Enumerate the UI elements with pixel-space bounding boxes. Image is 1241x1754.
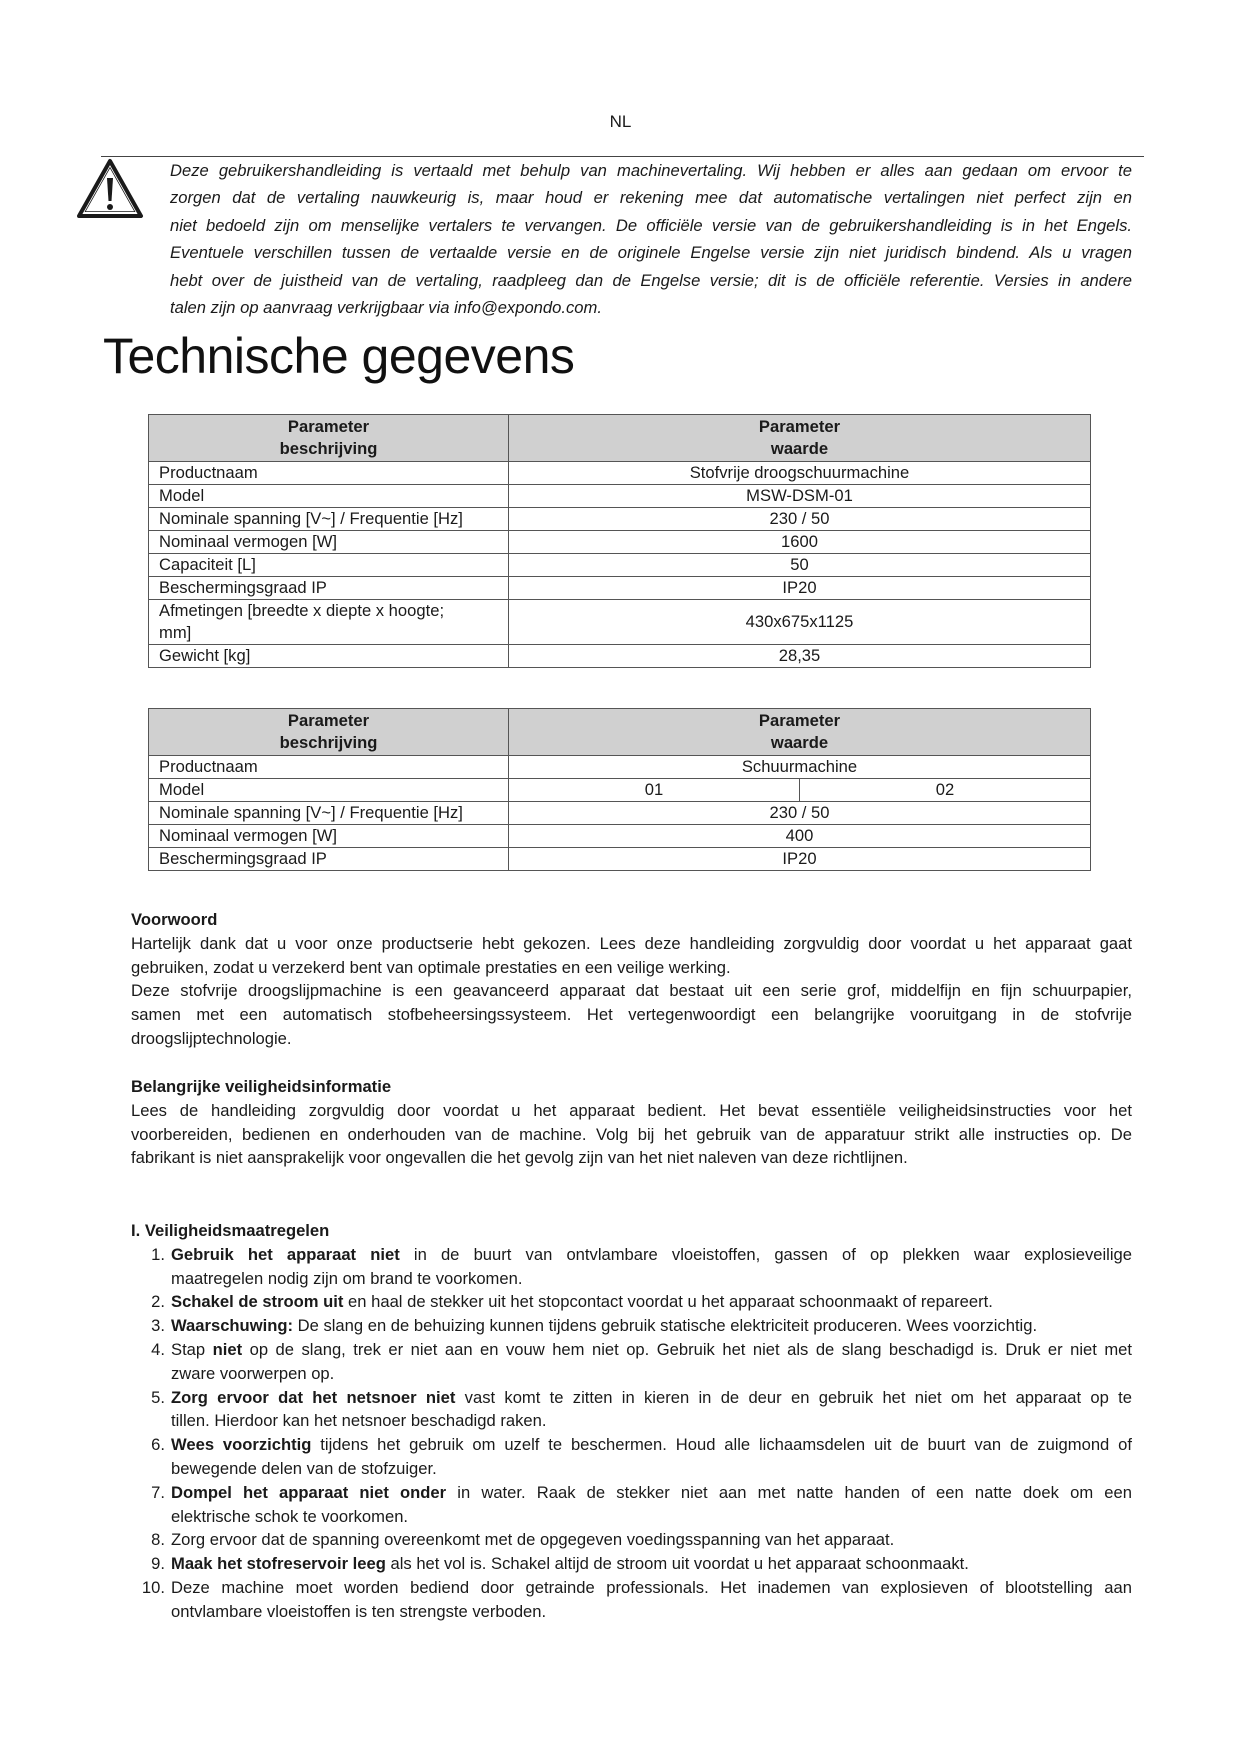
paragraph-line: Deze stofvrije droogslijpmachine is een geavanceerd apparaat dat bestaat uit een serie grof, middelfijn en fijn schuurpapier, <box>131 981 1132 1001</box>
row-value: 430x675x1125 <box>509 600 1091 645</box>
header-text: Parameter <box>287 711 370 730</box>
table-row <box>149 756 1091 779</box>
list-item-number: 4. <box>151 1339 165 1359</box>
section-heading: Voorwoord <box>131 910 218 929</box>
header-text: Parameter <box>758 417 841 436</box>
list-item-line: elektrische schok te voorkomen. <box>171 1506 409 1526</box>
row-label: Model <box>149 779 509 802</box>
row-label: Nominaal vermogen [W] <box>149 531 509 554</box>
list-item-line <box>171 1433 1132 1457</box>
page-title: Technische gegevens <box>103 328 575 384</box>
paragraph-line: samen met een automatisch stofbeheersingssysteem. Het vertegenwoordigt een belangrijke vooruitgang in de stofvrije <box>131 1005 1132 1025</box>
list-item-number: 9. <box>151 1554 165 1574</box>
table-row <box>149 600 1091 645</box>
list-item-number: 6. <box>151 1435 165 1455</box>
list-item <box>131 1481 1132 1529</box>
list-item-text: op de slang, trek er niet aan en vouw hem niet op. Gebruik het niet als de slang beschadigd is. Druk er niet met <box>242 1339 1133 1359</box>
list-item-text: Stap <box>171 1339 213 1359</box>
list-item <box>131 1243 1132 1291</box>
list-item-emphasis: Gebruik het apparaat niet <box>171 1244 400 1264</box>
paragraph-line: Lees de handleiding zorgvuldig door voordat u het apparaat bedient. Het bevat essentiële veiligheidsinstructies voor het <box>131 1100 1132 1120</box>
header-text: beschrijving <box>279 733 378 752</box>
disclaimer-line: Eventuele verschillen tussen de vertaalde versie en de originele Engelse versie zijn niet juridisch bindend. Als u vragen <box>170 243 1132 263</box>
disclaimer-line: niet bedoeld zijn om menselijke vertalers te vervangen. De officiële versie van de gebruikershandleiding is in het Engels. <box>170 215 1132 235</box>
paragraph-line: gebruiken, zodat u verzekerd bent van optimale prestaties en een veilige werking. <box>131 957 731 977</box>
row-label: Capaciteit [L] <box>149 554 509 577</box>
list-item-text: en haal de stekker uit het stopcontact voordat u het apparaat schoonmaakt of repareert. <box>343 1292 993 1312</box>
list-item-text: in water. Raak de stekker niet aan met natte handen of een natte doek om een <box>446 1482 1132 1502</box>
list-item <box>131 1290 1132 1314</box>
table-header-row <box>149 709 1091 756</box>
list-item-line <box>171 1481 1132 1505</box>
header-text: waarde <box>770 439 829 458</box>
row-value: IP20 <box>509 848 1091 871</box>
section-heading: Belangrijke veiligheidsinformatie <box>131 1077 392 1096</box>
table-row <box>149 462 1091 485</box>
list-item <box>131 1314 1132 1338</box>
paragraph-line: voorbereiden, bedienen en onderhouden van de machine. Volg bij het gebruik van de apparatuur strikt alle instructies op. De <box>131 1124 1132 1144</box>
safety-info-section <box>131 1075 1132 1170</box>
list-item-line <box>171 1290 1132 1314</box>
list-item-text: in de buurt van ontvlambare vloeistoffen, gassen of op plekken waar explosieveilige <box>399 1244 1132 1264</box>
list-item <box>131 1528 1132 1552</box>
row-label: Productnaam <box>149 462 509 485</box>
list-item-text: tijdens het gebruik om uzelf te beschermen. Houd alle lichaamsdelen uit de buurt van de zuigmond of <box>311 1435 1132 1455</box>
spec-table-1 <box>148 414 1091 668</box>
list-item-emphasis: Wees voorzichtig <box>171 1435 312 1455</box>
list-item-emphasis: Schakel de stroom uit <box>171 1292 344 1312</box>
header-cell-value <box>509 709 1091 756</box>
row-value-model-b: 02 <box>800 779 1091 802</box>
row-label: Nominale spanning [V~] / Frequentie [Hz] <box>149 802 509 825</box>
disclaimer-line: zorgen dat de vertaling nauwkeurig is, maar houd er rekening mee dat automatische vertalingen niet perfect zijn en <box>170 188 1132 208</box>
foreword-section <box>131 908 1132 1051</box>
list-item-number: 8. <box>151 1530 165 1550</box>
paragraph-line: droogslijptechnologie. <box>131 1028 292 1048</box>
list-item-line <box>171 1243 1132 1267</box>
list-item-emphasis: niet <box>212 1339 243 1359</box>
row-value: 28,35 <box>509 645 1091 668</box>
row-value: IP20 <box>509 577 1091 600</box>
row-label: Beschermingsgraad IP <box>149 577 509 600</box>
table-row <box>149 825 1091 848</box>
safety-rules-list <box>131 1243 1132 1624</box>
row-value: 230 / 50 <box>509 802 1091 825</box>
list-item-line <box>171 1314 1132 1338</box>
table-row <box>149 848 1091 871</box>
list-item-emphasis: Maak het stofreservoir leeg <box>171 1554 386 1574</box>
row-label: Gewicht [kg] <box>149 645 509 668</box>
paragraph-line: fabrikant is niet aansprakelijk voor ongevallen die het gevolg zijn van het niet naleven van deze richtlijnen. <box>131 1148 908 1168</box>
row-value: 400 <box>509 825 1091 848</box>
table-row <box>149 645 1091 668</box>
language-code: NL <box>609 112 632 131</box>
table-row <box>149 531 1091 554</box>
row-label: Nominale spanning [V~] / Frequentie [Hz] <box>149 508 509 531</box>
row-value: Stofvrije droogschuurmachine <box>509 462 1091 485</box>
list-item-text: De slang en de behuizing kunnen tijdens gebruik statische elektriciteit produceren. Wees voorzichtig. <box>293 1316 1038 1336</box>
list-item-line: zware voorwerpen op. <box>171 1363 335 1383</box>
disclaimer-line: talen zijn op aanvraag verkrijgbaar via info@expondo.com. <box>170 298 602 318</box>
list-item-line: maatregelen nodig zijn om brand te voorkomen. <box>171 1268 523 1288</box>
list-item-number: 2. <box>151 1292 165 1312</box>
table-row <box>149 577 1091 600</box>
row-label: Beschermingsgraad IP <box>149 848 509 871</box>
list-item <box>131 1552 1132 1576</box>
row-value: 1600 <box>509 531 1091 554</box>
list-item <box>131 1433 1132 1481</box>
list-item-emphasis: Waarschuwing: <box>171 1316 294 1336</box>
row-label: Productnaam <box>149 756 509 779</box>
header-text: Parameter <box>758 711 841 730</box>
list-item-emphasis: Zorg ervoor dat het netsnoer niet <box>171 1387 456 1407</box>
disclaimer-line: Deze gebruikershandleiding is vertaald met behulp van machinevertaling. Wij hebben er alles aan gedaan om ervoor te <box>170 161 1132 180</box>
header-text: beschrijving <box>279 439 378 458</box>
list-item-number: 3. <box>151 1316 165 1336</box>
list-item-line <box>171 1386 1132 1410</box>
row-value: Schuurmachine <box>509 756 1091 779</box>
list-item-line <box>171 1576 1132 1600</box>
list-item-number: 1. <box>151 1244 165 1264</box>
list-item <box>131 1338 1132 1386</box>
table-row <box>149 554 1091 577</box>
row-value: 50 <box>509 554 1091 577</box>
header-cell-description <box>149 415 509 462</box>
header-cell-description <box>149 709 509 756</box>
list-item-number: 5. <box>151 1387 165 1407</box>
list-item-number: 10. <box>141 1577 165 1597</box>
list-item-line <box>171 1552 1132 1576</box>
list-item-line: tillen. Hierdoor kan het netsnoer beschadigd raken. <box>171 1411 547 1431</box>
list-item-text: Zorg ervoor dat de spanning overeenkomt met de opgegeven voedingsspanning van het apparaat. <box>171 1530 895 1550</box>
spec-table-2 <box>148 708 1091 871</box>
table-row <box>149 508 1091 531</box>
header-text: Parameter <box>287 417 370 436</box>
row-label: Model <box>149 485 509 508</box>
list-item-text: als het vol is. Schakel altijd de stroom uit voordat u het apparaat schoonmaakt. <box>385 1554 969 1574</box>
header-text: waarde <box>770 733 829 752</box>
list-item-emphasis: Dompel het apparaat niet onder <box>171 1482 447 1502</box>
list-item-line: bewegende delen van de stofzuiger. <box>171 1458 437 1478</box>
row-label: Nominaal vermogen [W] <box>149 825 509 848</box>
paragraph-line: Hartelijk dank dat u voor onze productserie hebt gekozen. Lees deze handleiding zorgvuldig door voordat u het apparaat gaat <box>131 933 1132 953</box>
row-label-line: Afmetingen [breedte x diepte x hoogte; <box>159 601 445 620</box>
list-item-number: 7. <box>151 1482 165 1502</box>
list-item-text: Deze machine moet worden bediend door getrainde professionals. Het inademen van explosieven of blootstelling aan <box>171 1577 1132 1597</box>
translation-disclaimer <box>170 157 1132 321</box>
row-label <box>149 600 509 645</box>
safety-measures-section <box>131 1219 1132 1624</box>
header-cell-value <box>509 415 1091 462</box>
list-item-line <box>171 1338 1132 1362</box>
list-item-line: ontvlambare vloeistoffen is ten strengste verboden. <box>171 1601 547 1621</box>
row-value-model-a: 01 <box>509 779 800 802</box>
list-item <box>131 1386 1132 1434</box>
disclaimer-line: hebt over de juistheid van de vertaling, raadpleeg dan de Engelse versie; dit is de officiële referentie. Versies in andere <box>170 270 1132 290</box>
table-header-row <box>149 415 1091 462</box>
row-value: 230 / 50 <box>509 508 1091 531</box>
list-item <box>131 1576 1132 1624</box>
table-row <box>149 802 1091 825</box>
list-item-text: vast komt te zitten in kieren in de deur en gebruik het niet om het apparaat op te <box>455 1387 1132 1407</box>
table-row <box>149 485 1091 508</box>
warning-triangle-icon <box>76 158 144 220</box>
table-row <box>149 779 1091 802</box>
row-label-line: mm] <box>159 623 192 642</box>
list-item-line <box>171 1528 1132 1552</box>
row-value: MSW-DSM-01 <box>509 485 1091 508</box>
section-heading: I. Veiligheidsmaatregelen <box>131 1221 330 1240</box>
